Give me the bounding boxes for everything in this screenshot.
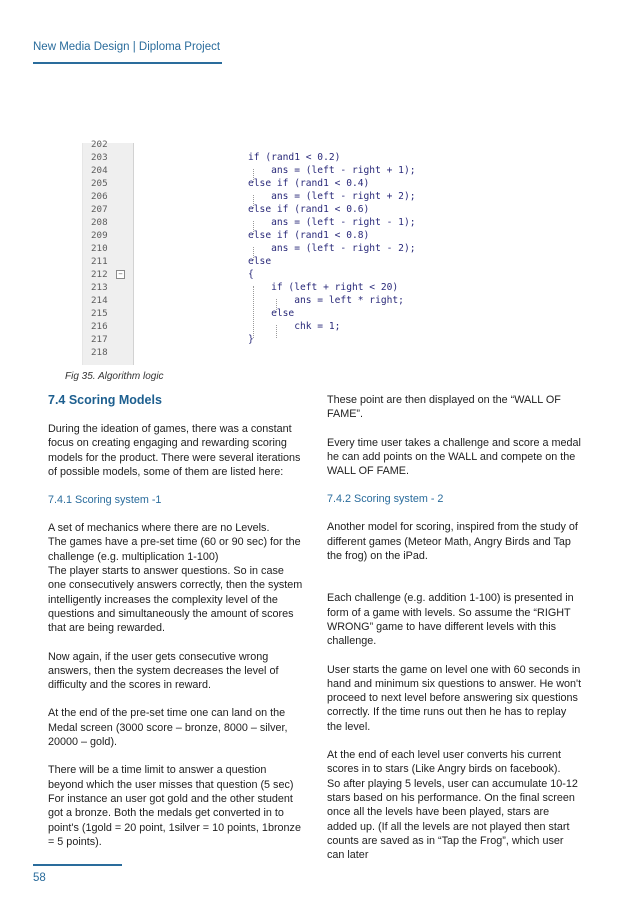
indent-guide [253, 286, 254, 338]
code-line [83, 294, 404, 307]
line-number: 202 [91, 139, 108, 150]
code-text: ans = (left - right - 1); [248, 217, 416, 228]
header-rule [33, 62, 222, 64]
code-text: if (rand1 < 0.2) [248, 152, 341, 163]
intro-paragraph: During the ideation of games, there was a constant focus on creating engaging and rewarding scoring models for the product. There were several iterations of possible models, some of them are listed here: [48, 423, 301, 478]
line-number: 214 [91, 295, 108, 306]
indent-guide [253, 195, 254, 208]
running-header: New Media Design | Diploma Project [33, 41, 221, 53]
figure-caption: Fig 35. Algorithm logic [65, 371, 164, 382]
paragraph: These point are then displayed on the “WALL OF FAME”. [327, 394, 561, 421]
line-number: 215 [91, 308, 108, 319]
line-number: 209 [91, 230, 108, 241]
subsection-heading-2: 7.4.2 Scoring system - 2 [327, 493, 444, 506]
code-text: else if (rand1 < 0.8) [248, 230, 370, 241]
indent-guide [253, 169, 254, 182]
paragraph: At the end of each level user converts his current scores in to stars (Like Angry birds on facebook). So after playing 5 levels, user can accumulate 10-12 stars based on his performance. On the final screen once all the levels have been played, stars are added up. (If all the levels are not played then start counts are saved as in “Tap the Frog”, which user can later [327, 749, 578, 862]
code-text: else [248, 308, 295, 319]
line-number: 216 [91, 321, 108, 332]
right-column [327, 393, 582, 876]
code-line [83, 320, 351, 333]
paragraph: User starts the game on level one with 60 seconds in hand and minimum six questions to answer. He won't proceed to next level before answering six questions correctly. If the time runs out then he has to replay the level. [327, 663, 582, 733]
line-number: 211 [91, 256, 108, 267]
indent-guide [253, 247, 254, 260]
fold-toggle-icon[interactable]: − [116, 270, 125, 279]
code-line [83, 281, 399, 294]
line-number: 218 [91, 347, 108, 358]
line-number: 205 [91, 178, 108, 189]
subsection-heading-1: 7.4.1 Scoring system -1 [48, 494, 162, 507]
page-number: 58 [33, 872, 46, 884]
line-number: 212 [91, 269, 108, 280]
line-number: 213 [91, 282, 108, 293]
code-line [83, 138, 351, 151]
code-text: } [248, 334, 254, 345]
section-heading: 7.4 Scoring Models [48, 393, 162, 407]
code-text: chk = 1; [248, 321, 341, 332]
code-line [83, 164, 416, 177]
code-line [83, 229, 370, 242]
left-column [48, 393, 303, 863]
paragraph: There will be a time limit to answer a question beyond which the user misses that question (5 sec) For instance an user got gold and the other student got a bronze. Both the medals get converted in to point's (1gold = 20 point, 1silver = 10 points, 1bronze = 5 points). [48, 764, 301, 848]
code-line [83, 268, 351, 281]
line-number: 204 [91, 165, 108, 176]
code-line [83, 190, 416, 203]
indent-guide [276, 325, 277, 338]
line-number: 203 [91, 152, 108, 163]
code-text: ans = (left - right + 2); [248, 191, 416, 202]
code-line [83, 203, 370, 216]
line-number: 217 [91, 334, 108, 345]
paragraph: Now again, if the user gets consecutive wrong answers, then the system decreases the level of difficulty and the scores in reward. [48, 650, 279, 692]
code-text: { [248, 269, 254, 280]
paragraph: At the end of the pre-set time one can land on the Medal screen (3000 score – bronze, 8000 – silver, 20000 – gold). [48, 707, 288, 749]
code-text: ans = (left - right - 2); [248, 243, 416, 254]
paragraph: A set of mechanics where there are no Levels. The games have a pre-set time (60 or 90 sec) for the challenge (e.g. multiplication 1-100) The player starts to answer questions. So in case one consecutively answers correctly, then the system intelligently increases the complexity level of the questions and simultaneously the amount of scores that are being rewarded. [48, 522, 303, 635]
indent-guide [276, 299, 277, 312]
code-text: ans = (left - right + 1); [248, 165, 416, 176]
code-line [83, 346, 351, 359]
footer-rule [33, 864, 122, 866]
code-text: else [248, 256, 272, 267]
line-number: 208 [91, 217, 108, 228]
code-line [83, 177, 370, 190]
code-line [83, 307, 351, 320]
code-text: else if (rand1 < 0.6) [248, 204, 370, 215]
code-line [83, 242, 416, 255]
code-figure [82, 139, 416, 365]
code-line [83, 333, 351, 346]
code-line [83, 216, 416, 229]
code-line [83, 255, 351, 268]
paragraph: Every time user takes a challenge and score a medal he can add points on the WALL and compete on the WALL OF FAME. [327, 436, 581, 478]
indent-guide [253, 221, 254, 234]
code-text: if (left + right < 20) [248, 282, 399, 293]
paragraph: Another model for scoring, inspired from the study of different games (Meteor Math, Angry Birds and Tap the frog) on the iPad. [327, 521, 578, 563]
line-number: 206 [91, 191, 108, 202]
line-number: 210 [91, 243, 108, 254]
code-text: else if (rand1 < 0.4) [248, 178, 370, 189]
line-number: 207 [91, 204, 108, 215]
code-text: ans = left * right; [248, 295, 404, 306]
code-line [83, 151, 351, 164]
paragraph: Each challenge (e.g. addition 1-100) is presented in form of a game with levels. So assume the “RIGHT WRONG” game to have different levels with this challenge. [327, 592, 574, 648]
